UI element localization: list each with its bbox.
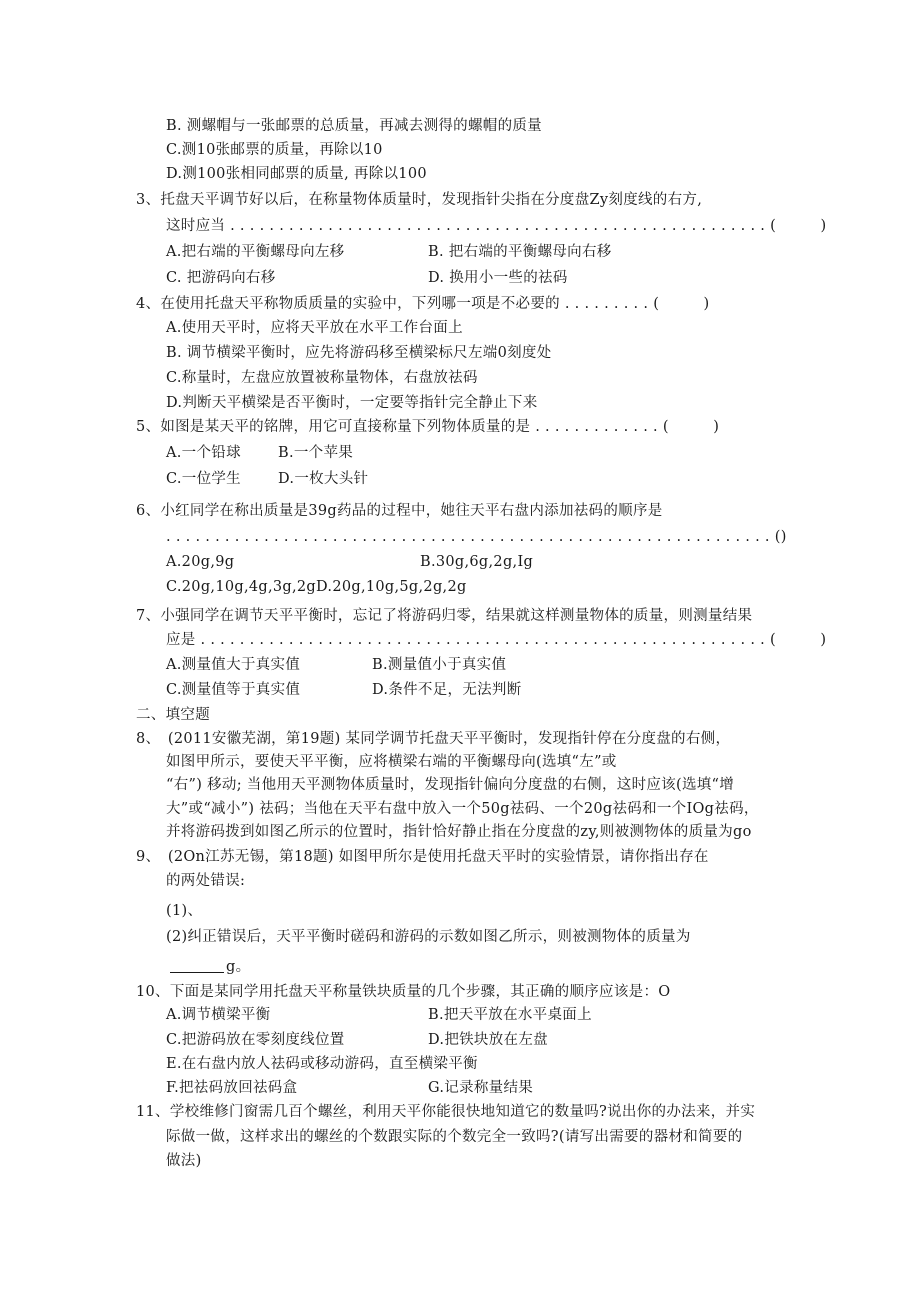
q8-line-5: 并将游码拨到如图乙所示的位置时，指针恰好静止指在分度盘的zy,则被测物体的质量为go <box>166 824 752 840</box>
q7-option-c: C.测量值等于真实值 <box>166 682 301 698</box>
q3-stem-continued: 这时应当 . . . . . . . . . . . . . . . . . . . . . . . . . . . . . . . . . . . . . . . . . . . . . . . . . . . . . . . ( ) <box>166 218 827 234</box>
q3-option-b: B. 把右端的平衡螺母向右移 <box>428 244 612 260</box>
q9-part-2: (2)纠正错误后，天平平衡时磋码和游码的示数如图乙所示，则被测物体的质量为 <box>166 929 691 945</box>
q5-option-a: A.一个铅球 <box>166 445 241 461</box>
q7-option-d: D.条件不足，无法判断 <box>372 682 522 698</box>
q5-stem: 5、如图是某天平的铭牌，用它可直接称量下列物体质量的是 . . . . . . . . . . . . . ( ) <box>136 419 720 435</box>
q3-option-a: A.把右端的平衡螺母向左移 <box>166 244 345 260</box>
q8-line-1: 8、 (2011安徽芜湖，第19题) 某同学调节托盘天平平衡时，发现指针停在分度盘的右侧， <box>136 731 731 747</box>
q9-line-2: 的两处错误: <box>166 873 246 889</box>
q7-option-a: A.测量值大于真实值 <box>166 657 301 673</box>
q10-option-d: D.把铁块放在左盘 <box>428 1032 548 1048</box>
q9-line-1: 9、 (2On江苏无锡，第18题) 如图甲所尔是使用托盘天平时的实验情景，请你指出存在 <box>136 849 709 865</box>
section-fill-in-title: 二、填空题 <box>136 707 210 723</box>
q4-option-b: B. 调节横梁平衡时，应先将游码移至横梁标尺左端0刻度处 <box>166 345 552 361</box>
q4-option-c: C.称量时，左盘应放置被称量物体，右盘放祛码 <box>166 370 478 386</box>
q9-answer-unit: g。 <box>226 959 251 975</box>
q3-option-c: C. 把游码向右移 <box>166 270 276 286</box>
q9-answer-blank[interactable] <box>170 958 224 973</box>
q11-line-2: 际做一做，这样求出的螺丝的个数跟实际的个数完全一致吗?(请写出需要的器材和简要的 <box>166 1129 743 1145</box>
q5-option-d: D.一枚大头针 <box>278 471 369 487</box>
q8-line-3: “右”) 移动; 当他用天平测物体质量时，发现指针偏向分度盘的右侧，这时应该(选填“增 <box>166 777 735 793</box>
q11-line-3: 做法) <box>166 1153 202 1169</box>
q2-option-c: C.测10张邮票的质量，再除以10 <box>166 142 383 158</box>
q10-stem: 10、下面是某同学用托盘天平称量铁块质量的几个步骤，其正确的顺序应该是：O <box>136 984 671 1000</box>
q10-option-c: C.把游码放在零刻度线位置 <box>166 1032 345 1048</box>
q4-option-d: D.判断天平横梁是否平衡时，一定要等指针完全静止下来 <box>166 395 538 411</box>
q3-stem: 3、托盘天平调节好以后，在称量物体质量时，发现指针尖指在分度盘Zy刻度线的右方, <box>136 192 703 208</box>
q6-option-a: A.20g,9g <box>166 554 235 570</box>
q3-option-d: D. 换用小一些的祛码 <box>428 270 568 286</box>
q10-option-b: B.把天平放在水平桌面上 <box>428 1007 592 1023</box>
q10-option-e: E.在右盘内放人祛码或移动游码，直至横梁平衡 <box>166 1056 478 1072</box>
q6-option-c-d: C.20g,10g,4g,3g,2gD.20g,10g,5g,2g,2g <box>166 579 467 595</box>
q8-line-4: 大”或“减小”) 祛码；当他在天平右盘中放入一个50g祛码、一个20g祛码和一个IOg祛码， <box>166 801 759 817</box>
q6-stem-continued: . . . . . . . . . . . . . . . . . . . . . . . . . . . . . . . . . . . . . . . . . . . . . . . . . . . . . . . . . . . . . . () <box>166 529 787 545</box>
q6-option-b: B.30g,6g,2g,Ig <box>420 554 534 570</box>
q8-line-2: 如图甲所示，要使天平平衡，应将横梁右端的平衡螺母向(选填“左”或 <box>166 754 617 770</box>
q6-stem: 6、小红同学在称出质量是39g药品的过程中，她往天平右盘内添加祛码的顺序是 <box>136 503 663 519</box>
q7-option-b: B.测量值小于真实值 <box>372 657 507 673</box>
q7-stem-continued: 应是 . . . . . . . . . . . . . . . . . . . . . . . . . . . . . . . . . . . . . . . . . . . . . . . . . . . . . . . . . . ( ) <box>166 632 827 648</box>
q10-option-g: G.记录称量结果 <box>428 1080 534 1096</box>
q5-option-b: B.一个苹果 <box>278 445 354 461</box>
q5-option-c: C.一位学生 <box>166 471 241 487</box>
q2-option-b: B. 测螺帽与一张邮票的总质量，再减去测得的螺帽的质量 <box>166 118 542 134</box>
q10-option-a: A.调节横梁平衡 <box>166 1007 271 1023</box>
q7-stem: 7、小强同学在调节天平平衡时，忘记了将游码归零，结果就这样测量物体的质量，则测量结果 <box>136 608 753 624</box>
q9-part-1: (1)、 <box>166 903 203 919</box>
q2-option-d: D.测100张相同邮票的质量, 再除以100 <box>166 166 427 182</box>
q10-option-f: F.把祛码放回祛码盒 <box>166 1080 298 1096</box>
q9-answer-line <box>170 958 250 976</box>
q4-stem: 4、在使用托盘天平称物质质量的实验中，下列哪一项是不必要的 . . . . . . . . . ( ) <box>136 296 710 312</box>
q4-option-a: A.使用天平时，应将天平放在水平工作台面上 <box>166 320 463 336</box>
q11-line-1: 11、学校维修门窗需几百个螺丝，利用天平你能很快地知道它的数量吗?说出你的办法来，并实 <box>136 1104 756 1120</box>
